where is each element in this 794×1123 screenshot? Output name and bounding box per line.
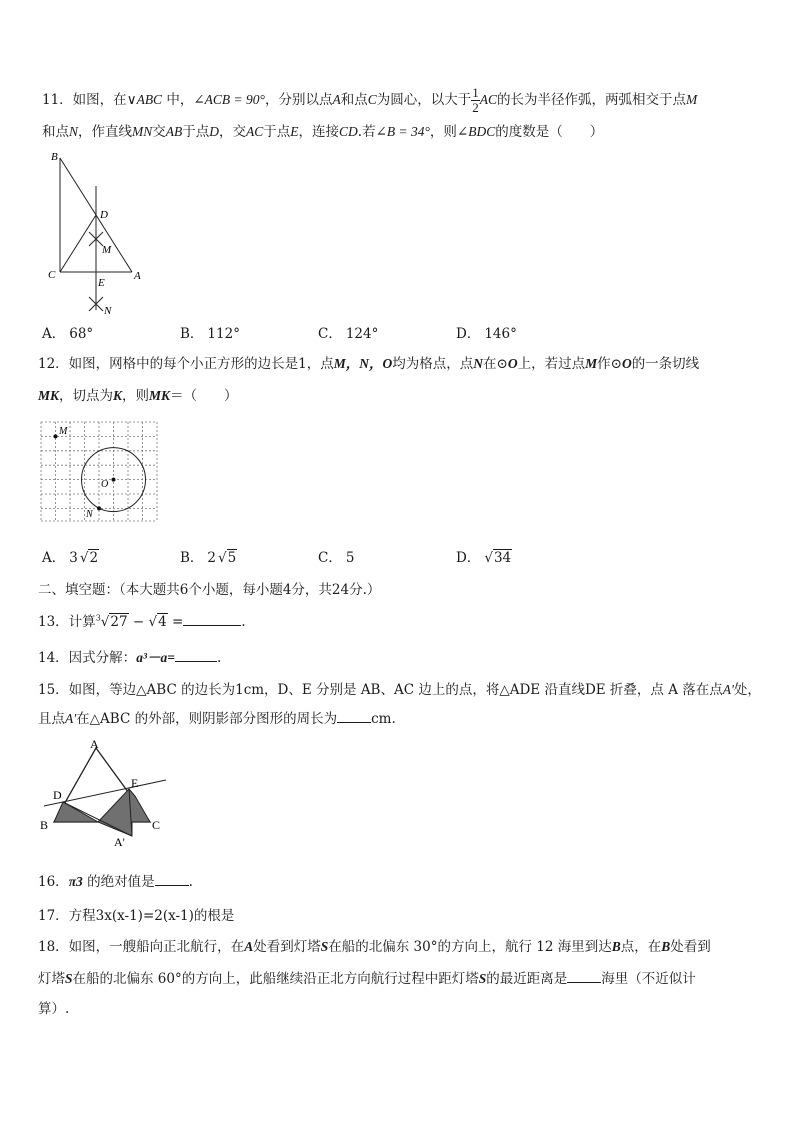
label-a: A (90, 740, 99, 751)
q11-text: 中， (162, 92, 194, 108)
label-a-prime: A' (114, 835, 125, 849)
label-e: E (131, 776, 139, 790)
q18-line3: 算）. (38, 1001, 70, 1017)
label-m: M (59, 426, 68, 437)
q15-figure (38, 740, 168, 850)
q11-text: 于点 (182, 124, 210, 140)
q13: 13．计算$^3$√27 − √4 = . (38, 613, 246, 630)
section-heading: 二、填空题：（本大题共6个小题，每小题4分，共24分.） (38, 582, 381, 598)
q11-text: 的长为半径作弧，两弧相交于点 (496, 92, 686, 108)
q11-text: ，作直线 (78, 124, 133, 140)
label-d: D (100, 209, 108, 221)
q11-text: 为圆心，以大于 (376, 92, 472, 108)
q11-figure (40, 148, 150, 318)
q11-segment: CD (339, 124, 358, 139)
shaded-right (98, 789, 150, 836)
q18-line1: 18．如图，一艘船向正北航行，在A处看到灯塔S在船的北偏东 30°的方向上，航行 12 海里到达B点，在B处看到 (38, 939, 711, 955)
q11-text: ，分别以点 (264, 92, 333, 108)
point-n (97, 506, 101, 510)
q11-text: .若 (357, 124, 376, 140)
q12-text: ，则 (122, 388, 150, 404)
q11-option-d[interactable]: D． 146° (456, 326, 517, 342)
q11-option-c[interactable]: C． 124° (318, 326, 379, 342)
q11-text: 和点 (42, 124, 69, 140)
q11-text: 的度数是（ ） (495, 124, 604, 140)
point-m (54, 434, 58, 438)
q11-text: 于点 (263, 124, 291, 140)
q12-line1 (38, 352, 699, 372)
q11-segment: AC (479, 92, 497, 107)
q12-point: N (473, 356, 484, 371)
label-c: C (48, 269, 56, 281)
label-d: D (53, 788, 62, 802)
q12-text: 上，若过点 (517, 356, 586, 372)
q11-text: ，连接 (298, 124, 340, 140)
q11-option-b[interactable]: B． 112° (180, 326, 240, 342)
q11-line-mn: MN (132, 124, 153, 139)
q12-point: O (507, 356, 518, 371)
label-n: N (86, 509, 93, 520)
q11-triangle: ∨ABC (126, 92, 163, 107)
q11-text: ，交 (219, 124, 247, 140)
label-b: B (40, 818, 49, 832)
q12-point: O (621, 356, 632, 371)
q11-segment: AC (246, 124, 264, 139)
q12-figure (40, 421, 160, 523)
q11-point: C (367, 92, 377, 107)
segment-cd (60, 215, 96, 272)
q12-option-a[interactable]: A． 3 √2 (42, 550, 99, 566)
q11-option-a[interactable]: A． 68° (42, 326, 94, 342)
q11-text: 和点 (340, 92, 368, 108)
q15-line1: 15．如图，等边△ABC 的边长为1cm，D、E 分别是 AB、AC 边上的点，将△ADE 沿直线DE 折叠，点 A 落在点A'处， (38, 682, 761, 698)
q17: 17．方程3x(x-1)=2(x-1)的根是 (38, 908, 235, 924)
q11-text: ，则 (429, 124, 457, 140)
q12-segment: MK (149, 388, 171, 403)
q11-line2 (42, 122, 603, 142)
q12-point: M (585, 356, 598, 371)
q16: 16．π3 的绝对值是 . (38, 874, 193, 890)
q12-option-b[interactable]: B． 2 √5 (180, 550, 237, 566)
q14: 14．因式分解：a³－a= . (38, 650, 222, 666)
label-b: B (51, 151, 58, 163)
label-o: O (101, 479, 109, 490)
label-n: N (104, 305, 112, 317)
q12-option-c[interactable]: C． 5 (318, 550, 355, 566)
q12-text: 在⊙ (483, 356, 508, 372)
label-e: E (98, 277, 105, 289)
q11-line1 (42, 85, 698, 115)
q11-text: 11．如图，在 (42, 92, 127, 108)
q12-point: K (113, 388, 123, 403)
q12-text: ，切点为 (59, 388, 114, 404)
q11-segment: AB (165, 124, 183, 139)
shaded-left (54, 802, 98, 822)
q12-text: ＝（ ） (170, 388, 238, 404)
q12-segment: MK (38, 388, 60, 403)
q12-text: 作⊙ (597, 356, 622, 372)
q11-point: M (685, 92, 698, 107)
q15-line2: 且点A'在△ABC 的外部，则阴影部分图形的周长为 cm. (38, 711, 396, 727)
q11-angle-b: ∠B = 34° (375, 124, 430, 139)
fold-line-de (44, 780, 166, 806)
q11-point: A (332, 92, 341, 107)
q12-text: 均为格点，点 (392, 356, 474, 372)
q12-text: 12．如图，网格中的每个小正方形的边长是1，点 (38, 356, 334, 372)
q11-fraction: $\frac{1}{2}$ (472, 85, 479, 115)
q12-option-d[interactable]: D． √34 (456, 550, 512, 566)
q18-line2: 灯塔S在船的北偏东 60°的方向上，此船继续沿正北方向航行过程中距灯塔S的最近距离是 海里（不近似计 (38, 971, 696, 987)
label-m: M (102, 244, 112, 256)
label-a: A (134, 270, 141, 282)
q11-text: 交 (152, 124, 166, 140)
q11-point: N (69, 124, 79, 139)
q11-angle-acb: ∠ACB = 90° (193, 92, 265, 107)
label-c: C (152, 818, 161, 832)
q11-point: E (290, 124, 299, 139)
q12-points: M，N，O (333, 356, 393, 371)
q11-point: D (209, 124, 220, 139)
q12-text: 的一条切线 (631, 356, 700, 372)
q12-line2 (38, 384, 238, 404)
point-o (112, 478, 116, 482)
q11-angle-bdc: ∠BDC (456, 124, 496, 139)
